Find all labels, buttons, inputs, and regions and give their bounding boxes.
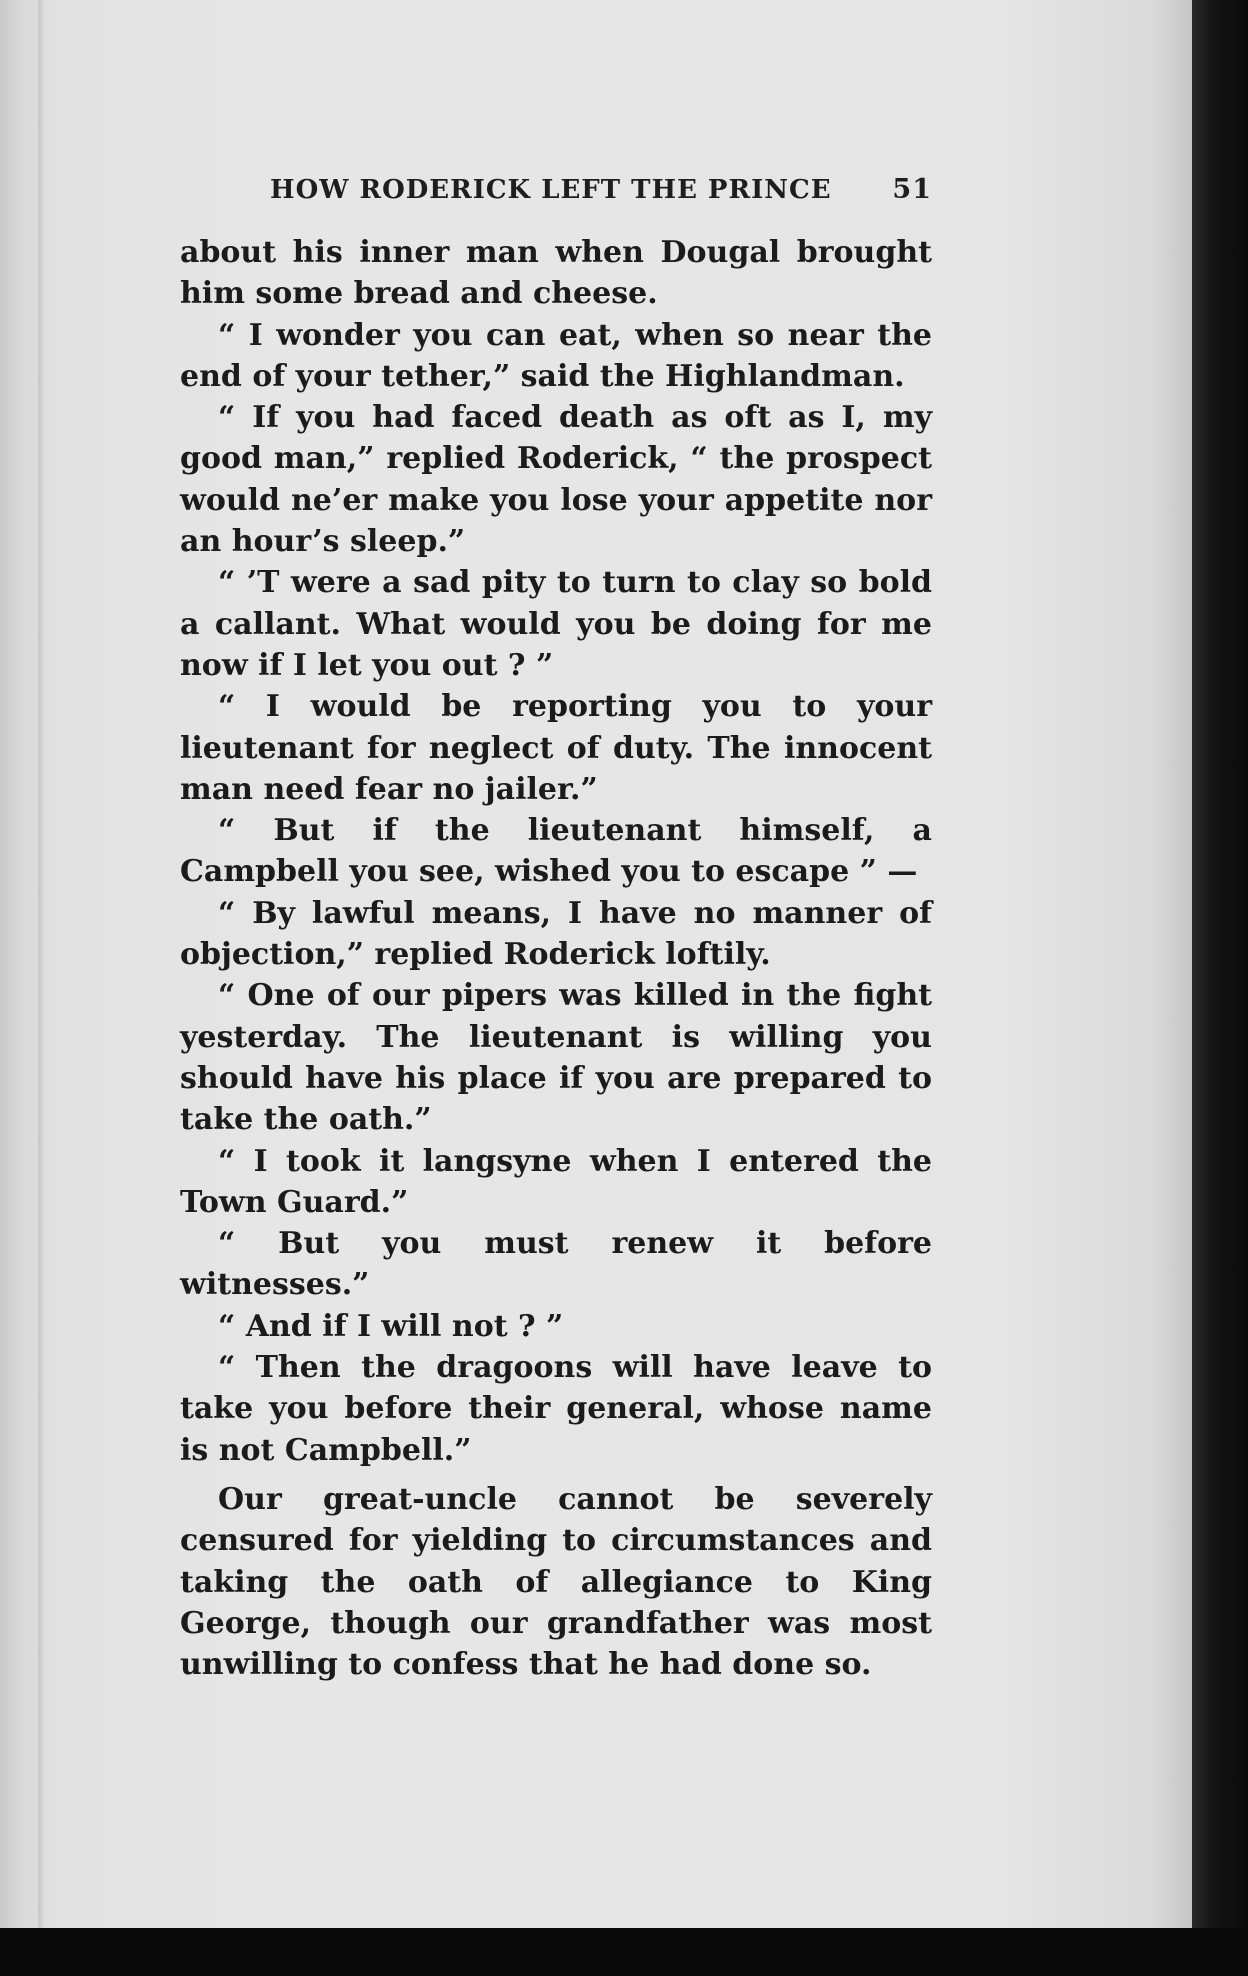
paragraph: “ One of our pipers was killed in the fight yesterday. The lieutenant is willing you should have his place if you are prepared to take the oath.”	[180, 978, 932, 1138]
paragraph: “ ’T were a sad pity to turn to clay so bold a callant. What would you be doing for me now if I let you out ? ”	[180, 565, 932, 683]
paragraph: about his inner man when Dougal brought him some bread and cheese.	[180, 235, 932, 312]
paragraph: “ But if the lieutenant himself, a Campbell you see, wished you to escape ” —	[180, 813, 932, 890]
paragraph: “ By lawful means, I have no manner of objection,” replied Roderick loftily.	[180, 895, 932, 973]
paragraph: “ I took it langsyne when I entered the Town Guard.”	[180, 1143, 932, 1220]
paragraph: “ I wonder you can eat, when so near the end of your tether,” said the Highlandman.	[180, 317, 932, 394]
page-number: 51	[892, 174, 932, 205]
running-head	[270, 174, 932, 205]
paragraph: “ And if I will not ? ”	[218, 1308, 564, 1344]
paragraph: “ I would be reporting you to your lieutenant for neglect of duty. The innocent man need fear no jailer.”	[180, 689, 932, 807]
paragraph: “ But you must renew it before witnesses.”	[180, 1226, 932, 1303]
running-title: HOW RODERICK LEFT THE PRINCE	[270, 175, 832, 205]
paragraph: Our great-uncle cannot be severely censured for yielding to circumstances and taking the oath of allegiance to King George, though our grandfather was most unwilling to confess that he had done so.	[180, 1481, 932, 1683]
book-edge	[1192, 0, 1248, 1976]
body-text	[180, 232, 932, 1685]
page-gutter-shadow	[38, 0, 44, 1928]
paragraph: “ If you had faced death as oft as I, my good man,” replied Roderick, “ the prospect would ne’er make you lose your appetite nor an hour’s sleep.”	[180, 400, 932, 560]
scan-bottom-edge	[0, 1928, 1248, 1976]
paragraph: “ Then the dragoons will have leave to take you before their general, whose name is not Campbell.”	[180, 1350, 932, 1468]
